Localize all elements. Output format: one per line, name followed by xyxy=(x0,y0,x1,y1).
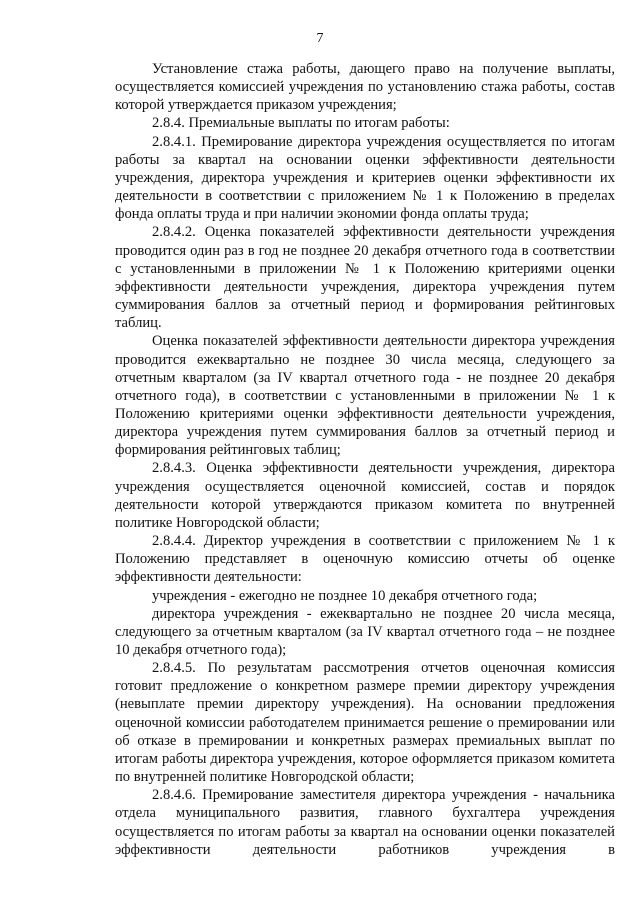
paragraph-2-8-4-5: 2.8.4.5. По результатам рассмотрения отчетов оценочная комиссия готовит предложение о конкретном размере премии директору учреждения (невыплате премии директору учреждения). На основании предложения оценочной комиссии работодателем принимается решение о премировании или об отказе в премировании и конкретных размерах премиальных выплат по итогам работы директора учреждения, которое оформляется приказом комитета по внутренней политике Новгородской области; xyxy=(115,660,615,786)
paragraph-2-8-4-1: 2.8.4.1. Премирование директора учреждения осуществляется по итогам работы за квартал на основании оценки эффективности деятельности учреждения, директора учреждения и критериев оценки эффективности их деятельности в соответствии с приложением № 1 к Положению в пределах фонда оплаты труда и при наличии экономии фонда оплаты труда; xyxy=(115,133,615,223)
document-body xyxy=(115,60,615,859)
paragraph-director-assessment: Оценка показателей эффективности деятельности директора учреждения проводится ежеквартально не позднее 30 числа месяца, следующего за отчетным кварталом (за IV квартал отчетного года - не позднее 20 декабря отчетного года), в соответствии с установленными в приложении № 1 к Положению критериями оценки эффективности деятельности учреждения, директора учреждения путем суммирования баллов за отчетный период и формирования рейтинговых таблиц; xyxy=(115,333,615,459)
paragraph-2-8-4-2: 2.8.4.2. Оценка показателей эффективности деятельности учреждения проводится один раз в год не позднее 20 декабря отчетного года в соответствии с установленными в приложении № 1 к Положению критериями оценки эффективности деятельности учреждения, директора учреждения путем суммирования баллов за отчетный период и формирования рейтинговых таблиц. xyxy=(115,224,615,332)
paragraph-2-8-4-3: 2.8.4.3. Оценка эффективности деятельности учреждения, директора учреждения осуществляется оценочной комиссией, состав и порядок деятельности которой утверждаются приказом комитета по внутренней политике Новгородской области; xyxy=(115,460,615,531)
paragraph-2-8-4-4: 2.8.4.4. Директор учреждения в соответствии с приложением № 1 к Положению представляет в оценочную комиссию отчеты об оценке эффективности деятельности: xyxy=(115,533,615,586)
paragraph-2-8-4: 2.8.4. Премиальные выплаты по итогам работы: xyxy=(152,115,450,132)
paragraph-institution-report-deadline: учреждения - ежегодно не позднее 10 декабря отчетного года; xyxy=(152,587,538,604)
page-number: 7 xyxy=(316,31,324,46)
paragraph-2-8-4-6: 2.8.4.6. Премирование заместителя директора учреждения - начальника отдела муниципального развития, главного бухгалтера учреждения осуществляется по итогам работы за квартал на основании оценки показателей эффективности деятельности работников учреждения в xyxy=(115,787,615,858)
paragraph-work-experience: Установление стажа работы, дающего право на получение выплаты, осуществляется комиссией учреждения по установлению стажа работы, состав которой утверждается приказом учреждения; xyxy=(115,61,615,114)
paragraph-director-report-deadline: директора учреждения - ежеквартально не позднее 20 числа месяца, следующего за отчетным кварталом (за IV квартал отчетного года – не позднее 10 декабря отчетного года); xyxy=(115,605,615,658)
